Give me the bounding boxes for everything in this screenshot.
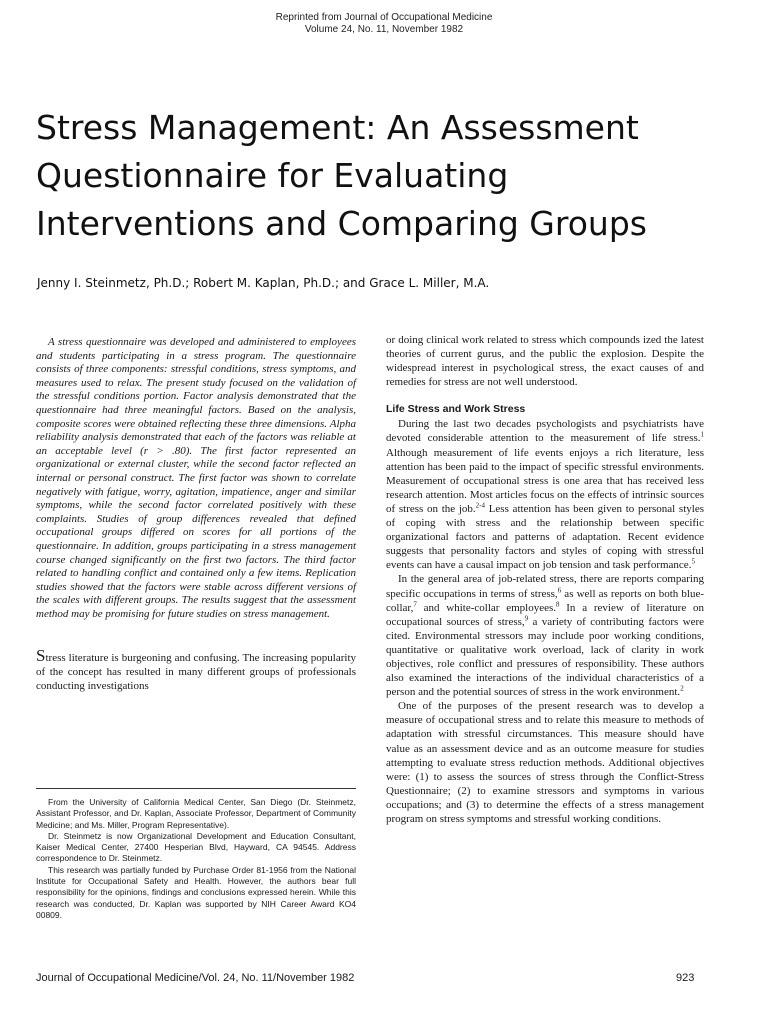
reference-superscript: 9 <box>524 614 529 623</box>
drop-cap: S <box>36 646 46 666</box>
reference-superscript: 2-4 <box>475 501 485 510</box>
text-run: and white-collar employees. <box>416 601 556 614</box>
author-list: Jenny I. Steinmetz, Ph.D.; Robert M. Kaplan, Ph.D.; and Grace L. Miller, M.A. <box>37 276 490 290</box>
body-paragraph-2 <box>386 572 704 699</box>
abstract: A stress questionnaire was developed and administered to employees and students participating in a stress program. The questionnaire consists of three components: stressful conditions, stress symptoms, and measures used to relax. The present study focused on the validation of the stressful conditions portion. Factor analysis demonstrated that the questionnaire had three meaningful factors. Based on the analysis, composite scores were obtained reflecting these three dimensions. Alpha reliability analysis demonstrated that each of the factors was reliable at an acceptable level (r > .80). The first factor represented an organizational or external cluster, while the second factor reflected an internal or personal construct. The first factor was shown to correlate negatively with fatigue, worry, agitation, impatience, anger and similar symptoms, while the second factor correlated positively with these complaints. Studies of group differences revealed that defined occupational groups differed on scores for all portions of the questionnaire. In addition, groups participating in a stress management course changed significantly on the first two factors. The third factor related to handling conflict and contained only a few items. Replication studies showed that the factors were stable across different versions of the scales with different groups. The results suggest that the assessment method may be promising for future studies on stress management. <box>36 336 356 620</box>
continuation-paragraph: or doing clinical work related to stress which compounds ized the latest theories of current gurus, and the public the explosion. Despite the widespread interest in psychological stress, the exact causes of and remedies for stress are not well understood. <box>386 334 704 389</box>
right-column <box>386 333 704 826</box>
text-run: a variety of contributing factors were cited. Environmental stressors may include poor working conditions, quantitative or qualitative work overload, lack of clarity in work objectives, role conflict and pressures of responsibility. These authors also examined the interactions of the individual characteristics of a person and the potential sources of stress in the work environment. <box>386 615 705 699</box>
text-run: Less attention has been given to personal styles of coping with stress and the relationship between specific organizational factors and patterns of adaptation. Recent evidence suggests that personality factors and styles of coping with stressful events can have a causal impact on job tension and task performance. <box>386 502 704 572</box>
reference-superscript: 7 <box>413 599 417 608</box>
body-paragraph-1 <box>386 417 704 572</box>
text-run: In a review of literature on occupational sources of stress, <box>386 601 704 628</box>
footnotes <box>36 797 356 921</box>
intro-paragraph <box>36 646 356 693</box>
footnote-funding: This research was partially funded by Purchase Order 81-1956 from the National Institute for Occupational Safety and Health. However, the authors bear full responsibility for the opinions, findings and conclusions expressed herein. While this research was conducted, Dr. Kaplan was supported by NIH Career Award KO4 00809. <box>36 864 356 920</box>
text-run: In the general area of job-related stress, there are reports comparing specific occupations in terms of stress, <box>386 573 704 600</box>
title-line-2: Questionnaire for Evaluating <box>36 156 509 195</box>
footnote-address: Dr. Steinmetz is now Organizational Development and Education Consultant, Kaiser Medical Center, 27400 Hesperian Blvd, Hayward, CA 94545. Address correspondence to Dr. Steinmetz. <box>36 830 356 864</box>
reprint-line-1: Reprinted from Journal of Occupational Medicine <box>275 12 493 23</box>
reference-superscript: 8 <box>556 599 560 608</box>
journal-footer: Journal of Occupational Medicine/Vol. 24, No. 11/November 1982 <box>36 972 355 984</box>
title-line-3: Interventions and Comparing Groups <box>36 204 647 243</box>
reprint-line-2: Volume 24, No. 11, November 1982 <box>304 24 464 35</box>
reference-superscript: 5 <box>691 557 695 566</box>
reference-superscript: 6 <box>557 585 562 594</box>
reprint-notice <box>0 12 768 36</box>
reference-superscript: 1 <box>700 430 704 439</box>
article-title <box>36 104 736 248</box>
text-run: as well as reports on both blue-collar, <box>386 587 704 614</box>
intro-text: tress literature is burgeoning and confusing. The increasing popularity of the concept has resulted in many different groups of professionals conducting investigations <box>36 652 356 693</box>
page-number: 923 <box>676 972 695 984</box>
footnote-affiliation: From the University of California Medical Center, San Diego (Dr. Steinmetz, Assistant Professor, and Dr. Kaplan, Associate Professor, Department of Community Medicine; and Ms. Miller, Program Representative). <box>36 797 356 830</box>
body-paragraph-3: One of the purposes of the present research was to develop a measure of occupational stress and to relate this measure to methods of adaptation with stressful circumstances. This measure should have value as an assessment device and as an outcome measure for studies attempting to evaluate stress reduction methods. Additional objectives were: (1) to assess the sources of stress through the Conflict-Stress Questionnaire; (2) to examine stressors and symptoms in various occupations; and (3) to determine the effects of a stress management program on stress symptoms and stressful working conditions. <box>386 700 704 825</box>
title-line-1: Stress Management: An Assessment <box>36 108 639 147</box>
section-heading: Life Stress and Work Stress <box>386 403 526 416</box>
footnote-divider <box>36 788 356 789</box>
text-run: Although measurement of life events enjoys a rich literature, less attention has been paid to the impact of specific stressful environments. Measurement of occupational stress is one area that has received less research attention. Most articles focus on the effects of intrinsic sources of stress on the job. <box>386 446 704 515</box>
reference-superscript: 2 <box>680 684 684 693</box>
left-column <box>36 336 356 694</box>
text-run: During the last two decades psychologists and psychiatrists have devoted considerable attention to the measurement of life stress. <box>386 418 704 445</box>
